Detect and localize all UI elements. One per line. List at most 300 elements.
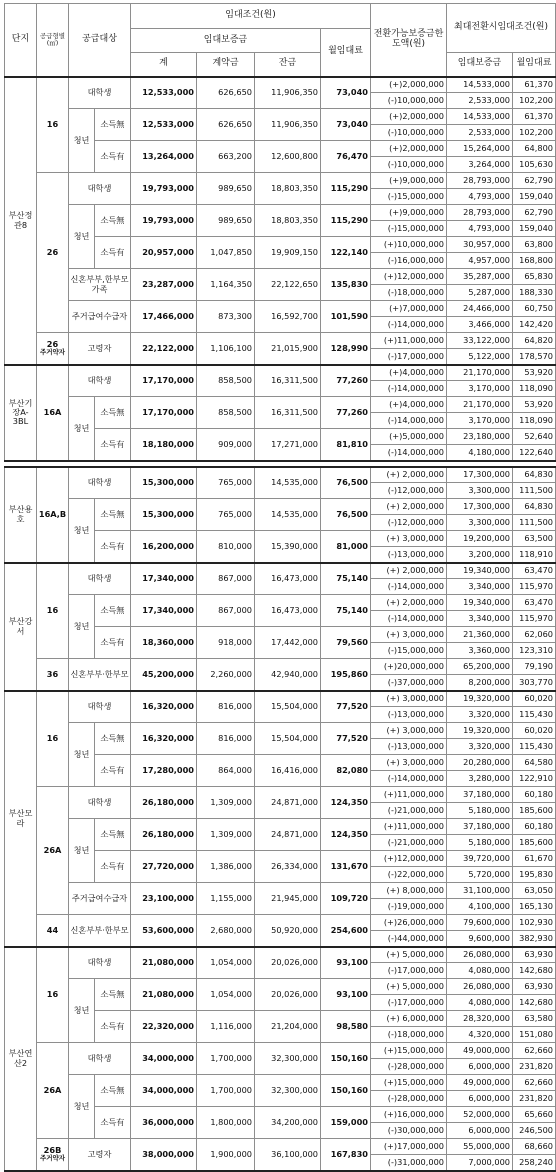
max-deposit: 26,080,000 — [447, 979, 513, 995]
table-row — [5, 595, 556, 611]
max-deposit: 9,600,000 — [447, 931, 513, 947]
max-deposit: 4,793,000 — [447, 221, 513, 237]
header-total: 계 — [131, 53, 197, 77]
balance: 32,300,000 — [255, 1075, 321, 1107]
contract-payment: 1,386,000 — [197, 851, 255, 883]
convertible-limit: (+)15,000,000 — [371, 1075, 447, 1091]
max-deposit: 5,122,000 — [447, 349, 513, 365]
max-monthly-rent: 61,370 — [513, 109, 556, 125]
max-deposit: 31,100,000 — [447, 883, 513, 899]
max-monthly-rent: 65,830 — [513, 269, 556, 285]
max-deposit: 3,340,000 — [447, 579, 513, 595]
contract-payment: 989,650 — [197, 205, 255, 237]
max-deposit: 4,320,000 — [447, 1027, 513, 1043]
convertible-limit: (-)17,000,000 — [371, 963, 447, 979]
convertible-limit: (+) 3,000,000 — [371, 627, 447, 643]
max-monthly-rent: 53,920 — [513, 397, 556, 413]
supply-target-sub: 소득有 — [95, 851, 131, 883]
supply-target-sub: 소득無 — [95, 109, 131, 141]
convertible-limit: (+) 8,000,000 — [371, 883, 447, 899]
contract-payment: 663,200 — [197, 141, 255, 173]
contract-payment: 1,309,000 — [197, 787, 255, 819]
balance: 26,334,000 — [255, 851, 321, 883]
max-deposit: 79,600,000 — [447, 915, 513, 931]
contract-payment: 864,000 — [197, 755, 255, 787]
table-row — [5, 205, 556, 221]
max-monthly-rent: 151,080 — [513, 1027, 556, 1043]
supply-target-sub: 소득有 — [95, 531, 131, 563]
convertible-limit: (+)17,000,000 — [371, 1139, 447, 1155]
monthly-rent: 81,810 — [321, 429, 371, 461]
supply-type-value: 16A — [43, 406, 62, 417]
convertible-limit: (-)30,000,000 — [371, 1123, 447, 1139]
max-monthly-rent: 64,580 — [513, 755, 556, 771]
convertible-limit: (-)13,000,000 — [371, 547, 447, 563]
max-monthly-rent: 63,050 — [513, 883, 556, 899]
complex-name: 부산용호 — [5, 467, 37, 563]
deposit-total: 21,080,000 — [131, 979, 197, 1011]
max-deposit: 4,180,000 — [447, 445, 513, 461]
convertible-limit: (-)15,000,000 — [371, 189, 447, 205]
max-deposit: 28,320,000 — [447, 1011, 513, 1027]
convertible-limit: (+)4,000,000 — [371, 397, 447, 413]
contract-payment: 867,000 — [197, 563, 255, 595]
max-deposit: 4,080,000 — [447, 995, 513, 1011]
deposit-total: 34,000,000 — [131, 1075, 197, 1107]
max-monthly-rent: 231,820 — [513, 1059, 556, 1075]
deposit-total: 16,200,000 — [131, 531, 197, 563]
balance: 20,026,000 — [255, 979, 321, 1011]
convertible-limit: (-)12,000,000 — [371, 515, 447, 531]
supply-type-value: 26 — [46, 339, 59, 350]
supply-type — [37, 467, 69, 563]
max-monthly-rent: 64,830 — [513, 467, 556, 483]
deposit-total: 17,170,000 — [131, 397, 197, 429]
supply-target-sub: 소득無 — [95, 819, 131, 851]
deposit-total: 22,122,000 — [131, 333, 197, 365]
max-monthly-rent: 61,370 — [513, 77, 556, 93]
convertible-limit: (+) 2,000,000 — [371, 499, 447, 515]
supply-type-note: 주거약자 — [39, 1154, 66, 1163]
convertible-limit: (-)17,000,000 — [371, 349, 447, 365]
table-row — [5, 365, 556, 381]
max-monthly-rent: 159,040 — [513, 189, 556, 205]
monthly-rent: 93,100 — [321, 979, 371, 1011]
deposit-total: 17,170,000 — [131, 365, 197, 397]
supply-target-sub: 소득無 — [95, 499, 131, 531]
balance: 17,442,000 — [255, 627, 321, 659]
convertible-limit: (+)9,000,000 — [371, 173, 447, 189]
convertible-limit: (-)18,000,000 — [371, 285, 447, 301]
max-deposit: 21,170,000 — [447, 397, 513, 413]
contract-payment: 1,054,000 — [197, 979, 255, 1011]
max-monthly-rent: 62,660 — [513, 1075, 556, 1091]
complex-block — [5, 563, 556, 691]
max-monthly-rent: 65,660 — [513, 1107, 556, 1123]
monthly-rent: 79,560 — [321, 627, 371, 659]
header-convertible-limit: 전환가능보증금한도액(원) — [371, 4, 447, 77]
convertible-limit: (-)15,000,000 — [371, 221, 447, 237]
convertible-limit: (+)11,000,000 — [371, 819, 447, 835]
contract-payment: 1,900,000 — [197, 1139, 255, 1171]
max-monthly-rent: 111,500 — [513, 515, 556, 531]
supply-target-sub: 소득有 — [95, 1011, 131, 1043]
max-monthly-rent: 60,180 — [513, 819, 556, 835]
max-monthly-rent: 53,920 — [513, 365, 556, 381]
max-deposit: 23,180,000 — [447, 429, 513, 445]
deposit-total: 22,320,000 — [131, 1011, 197, 1043]
max-monthly-rent: 63,470 — [513, 595, 556, 611]
supply-type-value: 26A — [43, 844, 62, 855]
max-monthly-rent: 231,820 — [513, 1091, 556, 1107]
monthly-rent: 77,260 — [321, 397, 371, 429]
balance: 32,300,000 — [255, 1043, 321, 1075]
max-deposit: 2,533,000 — [447, 93, 513, 109]
complex-block — [5, 365, 556, 461]
deposit-total: 45,200,000 — [131, 659, 197, 691]
convertible-limit: (+) 5,000,000 — [371, 979, 447, 995]
balance: 21,204,000 — [255, 1011, 321, 1043]
max-monthly-rent: 63,500 — [513, 531, 556, 547]
supply-target: 청년 — [69, 1075, 95, 1139]
deposit-total: 12,533,000 — [131, 77, 197, 109]
convertible-limit: (+)10,000,000 — [371, 237, 447, 253]
deposit-total: 19,793,000 — [131, 205, 197, 237]
convertible-limit: (+) 3,000,000 — [371, 723, 447, 739]
max-monthly-rent: 60,750 — [513, 301, 556, 317]
max-monthly-rent: 60,020 — [513, 723, 556, 739]
max-deposit: 3,360,000 — [447, 643, 513, 659]
max-monthly-rent: 105,630 — [513, 157, 556, 173]
table-row — [5, 915, 556, 931]
balance: 16,416,000 — [255, 755, 321, 787]
monthly-rent: 77,520 — [321, 723, 371, 755]
header-rent-conditions: 임대조건(원) — [131, 4, 371, 29]
max-deposit: 3,466,000 — [447, 317, 513, 333]
table-row — [5, 659, 556, 675]
convertible-limit: (-)21,000,000 — [371, 835, 447, 851]
convertible-limit: (+)16,000,000 — [371, 1107, 447, 1123]
max-deposit: 26,080,000 — [447, 947, 513, 963]
max-deposit: 5,720,000 — [447, 867, 513, 883]
supply-type — [37, 173, 69, 333]
monthly-rent: 195,860 — [321, 659, 371, 691]
max-deposit: 2,533,000 — [447, 125, 513, 141]
convertible-limit: (-)14,000,000 — [371, 611, 447, 627]
max-deposit: 3,320,000 — [447, 707, 513, 723]
supply-target: 대학생 — [69, 77, 131, 109]
contract-payment: 1,047,850 — [197, 237, 255, 269]
supply-target: 신혼부부·한부모 — [69, 659, 131, 691]
max-deposit: 3,320,000 — [447, 739, 513, 755]
convertible-limit: (+)11,000,000 — [371, 333, 447, 349]
max-deposit: 24,466,000 — [447, 301, 513, 317]
convertible-limit: (-)31,000,000 — [371, 1155, 447, 1171]
supply-type — [37, 915, 69, 947]
contract-payment: 816,000 — [197, 723, 255, 755]
contract-payment: 909,000 — [197, 429, 255, 461]
max-monthly-rent: 62,060 — [513, 627, 556, 643]
table-row — [5, 691, 556, 707]
max-monthly-rent: 63,930 — [513, 947, 556, 963]
supply-type — [37, 563, 69, 659]
supply-target: 대학생 — [69, 563, 131, 595]
supply-target-sub: 소득無 — [95, 205, 131, 237]
supply-target: 고령자 — [69, 1139, 131, 1171]
monthly-rent: 167,830 — [321, 1139, 371, 1171]
max-monthly-rent: 303,770 — [513, 675, 556, 691]
convertible-limit: (+)9,000,000 — [371, 205, 447, 221]
contract-payment: 1,155,000 — [197, 883, 255, 915]
max-monthly-rent: 111,500 — [513, 483, 556, 499]
balance: 18,803,350 — [255, 173, 321, 205]
deposit-total: 20,957,000 — [131, 237, 197, 269]
max-monthly-rent: 63,800 — [513, 237, 556, 253]
header-balance: 잔금 — [255, 53, 321, 77]
convertible-limit: (+)20,000,000 — [371, 659, 447, 675]
supply-type — [37, 77, 69, 173]
supply-type — [37, 787, 69, 915]
supply-type — [37, 1043, 69, 1139]
max-monthly-rent: 61,670 — [513, 851, 556, 867]
convertible-limit: (-)14,000,000 — [371, 771, 447, 787]
max-deposit: 39,720,000 — [447, 851, 513, 867]
max-deposit: 37,180,000 — [447, 787, 513, 803]
max-deposit: 17,300,000 — [447, 499, 513, 515]
convertible-limit: (-)10,000,000 — [371, 93, 447, 109]
balance: 24,871,000 — [255, 787, 321, 819]
max-monthly-rent: 118,090 — [513, 413, 556, 429]
deposit-total: 36,000,000 — [131, 1107, 197, 1139]
supply-target: 청년 — [69, 979, 95, 1043]
balance: 15,504,000 — [255, 691, 321, 723]
max-deposit: 19,340,000 — [447, 595, 513, 611]
monthly-rent: 77,260 — [321, 365, 371, 397]
max-deposit: 55,000,000 — [447, 1139, 513, 1155]
supply-target-sub: 소득有 — [95, 627, 131, 659]
balance: 22,122,650 — [255, 269, 321, 301]
max-deposit: 3,200,000 — [447, 547, 513, 563]
max-monthly-rent: 382,930 — [513, 931, 556, 947]
balance: 36,100,000 — [255, 1139, 321, 1171]
balance: 17,271,000 — [255, 429, 321, 461]
max-deposit: 5,287,000 — [447, 285, 513, 301]
max-deposit: 52,000,000 — [447, 1107, 513, 1123]
table-row — [5, 301, 556, 317]
max-monthly-rent: 102,930 — [513, 915, 556, 931]
max-monthly-rent: 62,790 — [513, 173, 556, 189]
deposit-total: 23,287,000 — [131, 269, 197, 301]
supply-target: 대학생 — [69, 947, 131, 979]
table-row — [5, 563, 556, 579]
supply-type — [37, 1139, 69, 1171]
table-row — [5, 819, 556, 835]
supply-target-sub: 소득有 — [95, 429, 131, 461]
supply-type — [37, 691, 69, 787]
balance: 16,311,500 — [255, 397, 321, 429]
max-monthly-rent: 68,660 — [513, 1139, 556, 1155]
max-deposit: 30,957,000 — [447, 237, 513, 253]
balance: 50,920,000 — [255, 915, 321, 947]
contract-payment: 867,000 — [197, 595, 255, 627]
balance: 21,015,900 — [255, 333, 321, 365]
table-row — [5, 467, 556, 483]
balance: 16,592,700 — [255, 301, 321, 333]
supply-target: 고령자 — [69, 333, 131, 365]
balance: 34,200,000 — [255, 1107, 321, 1139]
max-monthly-rent: 165,130 — [513, 899, 556, 915]
max-deposit: 6,000,000 — [447, 1091, 513, 1107]
monthly-rent: 115,290 — [321, 205, 371, 237]
max-monthly-rent: 188,330 — [513, 285, 556, 301]
balance: 16,473,000 — [255, 595, 321, 627]
convertible-limit: (-)14,000,000 — [371, 445, 447, 461]
supply-type — [37, 333, 69, 365]
convertible-limit: (-)16,000,000 — [371, 253, 447, 269]
max-deposit: 6,000,000 — [447, 1123, 513, 1139]
max-deposit: 49,000,000 — [447, 1075, 513, 1091]
contract-payment: 626,650 — [197, 77, 255, 109]
max-monthly-rent: 62,790 — [513, 205, 556, 221]
convertible-limit: (-)10,000,000 — [371, 157, 447, 173]
contract-payment: 1,164,350 — [197, 269, 255, 301]
max-deposit: 3,170,000 — [447, 381, 513, 397]
contract-payment: 626,650 — [197, 109, 255, 141]
monthly-rent: 75,140 — [321, 595, 371, 627]
monthly-rent: 254,600 — [321, 915, 371, 947]
balance: 20,026,000 — [255, 947, 321, 979]
max-deposit: 21,360,000 — [447, 627, 513, 643]
supply-type-value: 36 — [46, 668, 59, 679]
contract-payment: 918,000 — [197, 627, 255, 659]
convertible-limit: (-)44,000,000 — [371, 931, 447, 947]
convertible-limit: (+)5,000,000 — [371, 429, 447, 445]
table-header — [5, 4, 556, 77]
max-monthly-rent: 79,190 — [513, 659, 556, 675]
contract-payment: 810,000 — [197, 531, 255, 563]
max-deposit: 3,280,000 — [447, 771, 513, 787]
supply-target: 청년 — [69, 723, 95, 787]
table-row — [5, 1075, 556, 1091]
max-monthly-rent: 185,600 — [513, 803, 556, 819]
max-monthly-rent: 115,970 — [513, 611, 556, 627]
max-deposit: 65,200,000 — [447, 659, 513, 675]
contract-payment: 989,650 — [197, 173, 255, 205]
max-deposit: 5,180,000 — [447, 835, 513, 851]
deposit-total: 17,340,000 — [131, 563, 197, 595]
header-supply-type: 공급형별(㎡) — [37, 4, 69, 77]
monthly-rent: 128,990 — [321, 333, 371, 365]
supply-type — [37, 947, 69, 1043]
contract-payment: 2,260,000 — [197, 659, 255, 691]
deposit-total: 16,320,000 — [131, 691, 197, 723]
monthly-rent: 73,040 — [321, 109, 371, 141]
header-rental-deposit: 임대보증금 — [131, 29, 321, 53]
convertible-limit: (+) 2,000,000 — [371, 595, 447, 611]
supply-target: 주거급여수급자 — [69, 883, 131, 915]
supply-target: 대학생 — [69, 787, 131, 819]
convertible-limit: (-)13,000,000 — [371, 707, 447, 723]
monthly-rent: 75,140 — [321, 563, 371, 595]
max-monthly-rent: 63,470 — [513, 563, 556, 579]
convertible-limit: (+) 2,000,000 — [371, 563, 447, 579]
deposit-total: 12,533,000 — [131, 109, 197, 141]
table-row — [5, 109, 556, 125]
supply-target: 청년 — [69, 397, 95, 461]
contract-payment: 816,000 — [197, 691, 255, 723]
table-row — [5, 883, 556, 899]
monthly-rent: 73,040 — [321, 77, 371, 109]
max-deposit: 3,170,000 — [447, 413, 513, 429]
convertible-limit: (+) 2,000,000 — [371, 467, 447, 483]
convertible-limit: (+) 3,000,000 — [371, 691, 447, 707]
max-deposit: 8,200,000 — [447, 675, 513, 691]
max-deposit: 28,793,000 — [447, 173, 513, 189]
max-monthly-rent: 122,640 — [513, 445, 556, 461]
header-complex: 단지 — [5, 4, 37, 77]
header-supply-target: 공급대상 — [69, 4, 131, 77]
convertible-limit: (+)2,000,000 — [371, 77, 447, 93]
deposit-total: 34,000,000 — [131, 1043, 197, 1075]
deposit-total: 13,264,000 — [131, 141, 197, 173]
max-deposit: 19,340,000 — [447, 563, 513, 579]
max-monthly-rent: 123,310 — [513, 643, 556, 659]
deposit-total: 38,000,000 — [131, 1139, 197, 1171]
convertible-limit: (-)18,000,000 — [371, 1027, 447, 1043]
monthly-rent: 122,140 — [321, 237, 371, 269]
contract-payment: 858,500 — [197, 397, 255, 429]
max-monthly-rent: 102,200 — [513, 125, 556, 141]
table-row — [5, 1043, 556, 1059]
max-deposit: 3,300,000 — [447, 515, 513, 531]
contract-payment: 1,054,000 — [197, 947, 255, 979]
complex-block — [5, 467, 556, 563]
max-monthly-rent: 118,910 — [513, 547, 556, 563]
max-monthly-rent: 60,180 — [513, 787, 556, 803]
max-monthly-rent: 102,200 — [513, 93, 556, 109]
convertible-limit: (+)7,000,000 — [371, 301, 447, 317]
deposit-total: 16,320,000 — [131, 723, 197, 755]
monthly-rent: 159,000 — [321, 1107, 371, 1139]
contract-payment: 2,680,000 — [197, 915, 255, 947]
max-deposit: 3,264,000 — [447, 157, 513, 173]
deposit-total: 26,180,000 — [131, 819, 197, 851]
deposit-total: 18,180,000 — [131, 429, 197, 461]
max-monthly-rent: 63,580 — [513, 1011, 556, 1027]
balance: 16,311,500 — [255, 365, 321, 397]
convertible-limit: (-)28,000,000 — [371, 1059, 447, 1075]
convertible-limit: (+)11,000,000 — [371, 787, 447, 803]
supply-type-value: 16 — [46, 733, 59, 744]
deposit-total: 26,180,000 — [131, 787, 197, 819]
max-monthly-rent: 63,930 — [513, 979, 556, 995]
supply-type-value: 16 — [46, 605, 59, 616]
balance: 19,909,150 — [255, 237, 321, 269]
max-monthly-rent: 64,820 — [513, 333, 556, 349]
supply-target: 주거급여수급자 — [69, 301, 131, 333]
deposit-total: 18,360,000 — [131, 627, 197, 659]
convertible-limit: (-)12,000,000 — [371, 483, 447, 499]
convertible-limit: (+)15,000,000 — [371, 1043, 447, 1059]
deposit-total: 21,080,000 — [131, 947, 197, 979]
balance: 16,473,000 — [255, 563, 321, 595]
max-monthly-rent: 159,040 — [513, 221, 556, 237]
monthly-rent: 81,000 — [321, 531, 371, 563]
supply-target-sub: 소득有 — [95, 1107, 131, 1139]
rental-conditions-table — [4, 3, 556, 1172]
contract-payment: 765,000 — [197, 467, 255, 499]
monthly-rent: 98,580 — [321, 1011, 371, 1043]
